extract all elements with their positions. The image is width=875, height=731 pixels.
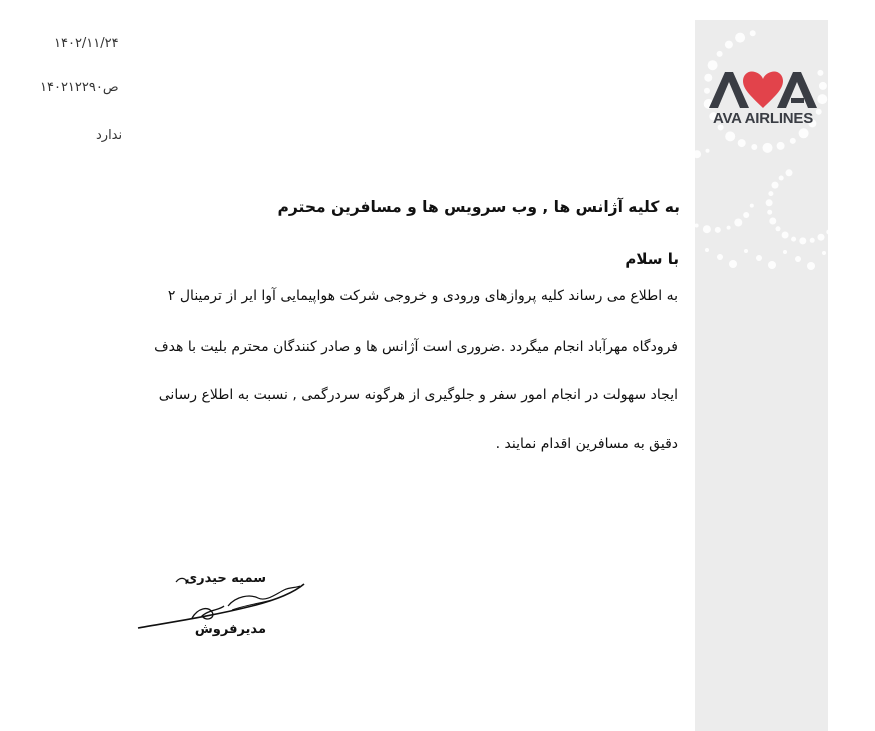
ava-airlines-logo <box>703 66 821 136</box>
letter-body-line: فرودگاه مهرآباد انجام میگردد .ضروری است آژانس ها و صادر کنندگان محترم بلیت با هدف <box>154 339 678 355</box>
logo-mark <box>707 68 819 110</box>
letter-body-line: ایجاد سهولت در انجام امور سفر و جلوگیری از هرگونه سردرگمی , نسبت به اطلاع رسانی <box>158 387 678 403</box>
letter-date: ۱۴۰۲/۱۱/۲۴ <box>54 36 119 51</box>
logo-wordmark: AVA AIRLINES <box>712 110 814 127</box>
letter-addressee: به کلیه آژانس ها , وب سرویس ها و مسافرین محترم <box>277 198 680 216</box>
letter-body-line: به اطلاع می رساند کلیه پروازهای ورودی و خروجی شرکت هواپیمایی آوا ایر از ترمینال ۲ <box>167 288 678 304</box>
signatory-name: سمیه حیدری <box>185 571 266 586</box>
letter-body-line: دقیق به مسافرین اقدام نمایند . <box>495 436 678 452</box>
letter-number: ص۱۴۰۲۱۲۲۹۰ <box>40 80 119 95</box>
letter-salutation: با سلام <box>625 250 679 268</box>
attachment-status: ندارد <box>96 128 123 143</box>
signatory-role: مدیرفروش <box>194 622 266 637</box>
